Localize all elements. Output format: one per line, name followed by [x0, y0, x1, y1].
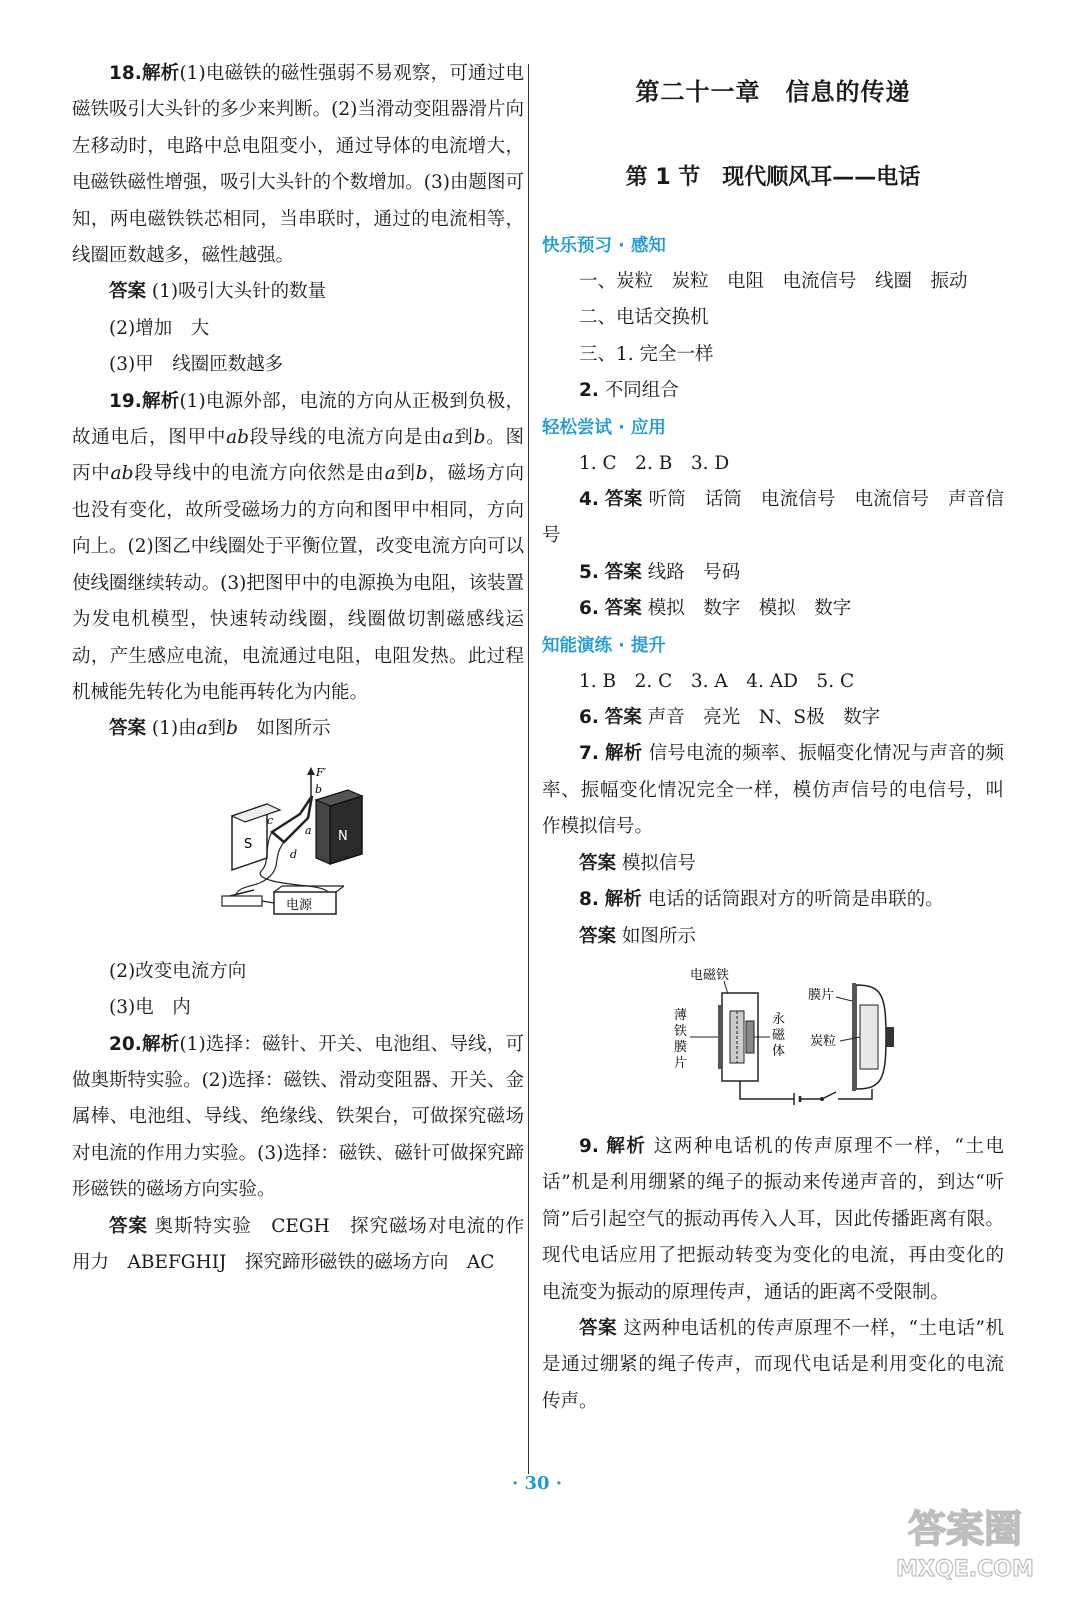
try-q6: 6. 答案 模拟 数字 模拟 数字: [579, 598, 852, 620]
permanent-magnet: [746, 1021, 754, 1053]
watermark-logo: [880, 1490, 1050, 1586]
switch-lever: [822, 1092, 836, 1099]
svg-text:d: d: [290, 847, 298, 861]
carbon-granules: [860, 1005, 878, 1069]
svg-text:炭粒: 炭粒: [810, 1033, 837, 1049]
practice-line-1: 1. B 2. C 3. A 4. AD 5. C: [579, 670, 855, 692]
practice-q9: 9. 解析 这两种电话机的传声原理不一样，“土电话”机是利用绷紧的绳子的振动来传递声音的，到达“听筒”后引起空气的振动再传入人耳，因此传播距离有限。现代电话应用了把振动转变为变化的电流，再由变化的电流变为振动的原理传声，通话的距离不受限制。: [542, 1135, 1004, 1303]
heading-preview: 快乐预习 · 感知: [542, 236, 666, 256]
switch-lever: [230, 890, 254, 896]
section-title: 第 1 节 现代顺风耳——电话: [625, 165, 921, 190]
power-supply-label: 电源: [286, 897, 313, 913]
practice-q8-answer: 答案 如图所示: [579, 925, 696, 947]
practice-q7-answer: 答案 模拟信号: [579, 852, 696, 874]
transmitter-knob: [886, 1027, 894, 1047]
practice-q6: 6. 答案 声音 亮光 N、S极 数字: [579, 707, 881, 729]
q18-answer-2: (2)增加 大: [109, 317, 210, 339]
svg-text:片: 片: [674, 1055, 688, 1071]
q19-answer: 答案 (1)由a到b 如图所示: [109, 718, 331, 740]
heading-practice: 知能演练 · 提升: [542, 635, 666, 656]
q19-answer-3: (3)电 内: [109, 997, 191, 1019]
svg-text:MXQE.COM: MXQE.COM: [896, 1557, 1034, 1582]
column-divider: [528, 64, 529, 1474]
q19-answer-2: (2)改变电流方向: [109, 960, 247, 982]
preview-line-3: 三、1. 完全一样: [579, 343, 714, 365]
practice-q9-answer: 答案 这两种电话机的传声原理不一样，“土电话”机是通过绷紧的绳子传声，而现代电话是利用变化的电流传声。: [542, 1317, 1004, 1412]
n-magnet-side: [316, 800, 330, 864]
try-line-1: 1. C 2. B 3. D: [579, 452, 730, 474]
try-q5: 5. 答案 线路 号码: [579, 561, 741, 583]
svg-text:磁: 磁: [772, 1027, 786, 1043]
switch-base: [222, 896, 262, 906]
right-column: [542, 56, 1004, 1420]
q20-analysis: 20.解析(1)选择：磁针、开关、电池组、导线，可做奥斯特实验。(2)选择：磁铁、滑动变阻器、开关、金属棒、电池组、导线、绝缘线、铁架台，可做探究磁场对电流的作用力实验。(3)选择：磁铁、磁针可做探究蹄形磁铁的磁场方向实验。: [72, 1033, 524, 1201]
chapter-title: 第二十一章 信息的传递: [635, 78, 911, 106]
preview-line-1: 一、炭粒 炭粒 电阻 电流信号 线圈 振动: [579, 271, 968, 292]
circuit-wire-left: [740, 1081, 794, 1099]
left-column: [72, 56, 524, 1281]
svg-text:b: b: [315, 782, 323, 796]
n-pole-label: N: [338, 828, 348, 844]
s-pole-label: S: [244, 836, 253, 852]
q18-answer: 答案 (1)吸引大头针的数量: [109, 281, 327, 303]
svg-text:膜: 膜: [674, 1039, 688, 1055]
svg-text:答案圈: 答案圈: [907, 1507, 1023, 1551]
svg-text:永: 永: [772, 1011, 786, 1027]
preview-line-2: 二、电话交换机: [579, 307, 709, 329]
svg-text:a: a: [305, 823, 312, 837]
q19-analysis: 19.解析(1)电源外部，电流的方向从正极到负极，故通电后，图甲中ab段导线的电流方向是由a到b。图丙中ab段导线中的电流方向依然是由a到b，磁场方向也没有变化，故所受磁场力的方向和图甲中相同，方向向上。(2)图乙中线圈处于平衡位置，改变电流方向可以使线圈继续转动。(3)把图甲中的电源换为电阻，该装置为发电机模型，快速转动线圈，线圈做切割磁感线运动，产生感应电流，电流通过电阻，电阻发热。此过程机械能先转化为电能再转化为内能。: [72, 390, 524, 703]
q18-analysis: 18.解析(1)电磁铁的磁性强弱不易观察，可通过电磁铁吸引大头针的多少来判断。(2)当滑动变阻器滑片向左移动时，电路中总电阻变小，通过导体的电流增大，电磁铁磁性增强，吸引大头针的个数增加。(3)由题图可知，两电磁铁铁芯相同，当串联时，通过的电流相等，线圈匝数越多，磁性越强。: [72, 63, 524, 267]
svg-text:膜片: 膜片: [808, 987, 835, 1003]
practice-q8: 8. 解析 电话的话筒跟对方的听筒是串联的。: [579, 889, 944, 911]
q18-answer-3: (3)甲 线圈匝数越多: [109, 354, 284, 376]
motor-experiment-figure: [212, 766, 412, 936]
preview-line-4: 2. 不同组合: [579, 380, 679, 402]
svg-text:铁: 铁: [674, 1023, 688, 1039]
force-label: F′: [316, 765, 327, 779]
iron-membrane: [718, 1005, 722, 1069]
q20-answer: 答案 奥斯特实验 CEGH 探究磁场对电流的作用力 ABEFGHIJ 探究蹄形磁铁的磁场方向 AC: [72, 1215, 524, 1273]
svg-text:薄: 薄: [674, 1007, 688, 1023]
transmitter-membrane: [852, 983, 856, 1091]
telephone-circuit-figure: [660, 965, 910, 1107]
svg-text:c: c: [267, 813, 274, 827]
svg-text:体: 体: [772, 1043, 786, 1059]
practice-q7: 7. 解析 信号电流的频率、振幅变化情况与声音的频率、振幅变化情况完全一样，模仿声信号的电信号，叫作模拟信号。: [542, 743, 1004, 838]
page-number: · 30 ·: [511, 1473, 563, 1494]
try-q4: 4. 答案 听筒 话筒 电流信号 电流信号 声音信号: [542, 489, 1004, 547]
heading-try: 轻松尝试 · 应用: [542, 417, 666, 438]
svg-text:电磁铁: 电磁铁: [690, 967, 730, 983]
